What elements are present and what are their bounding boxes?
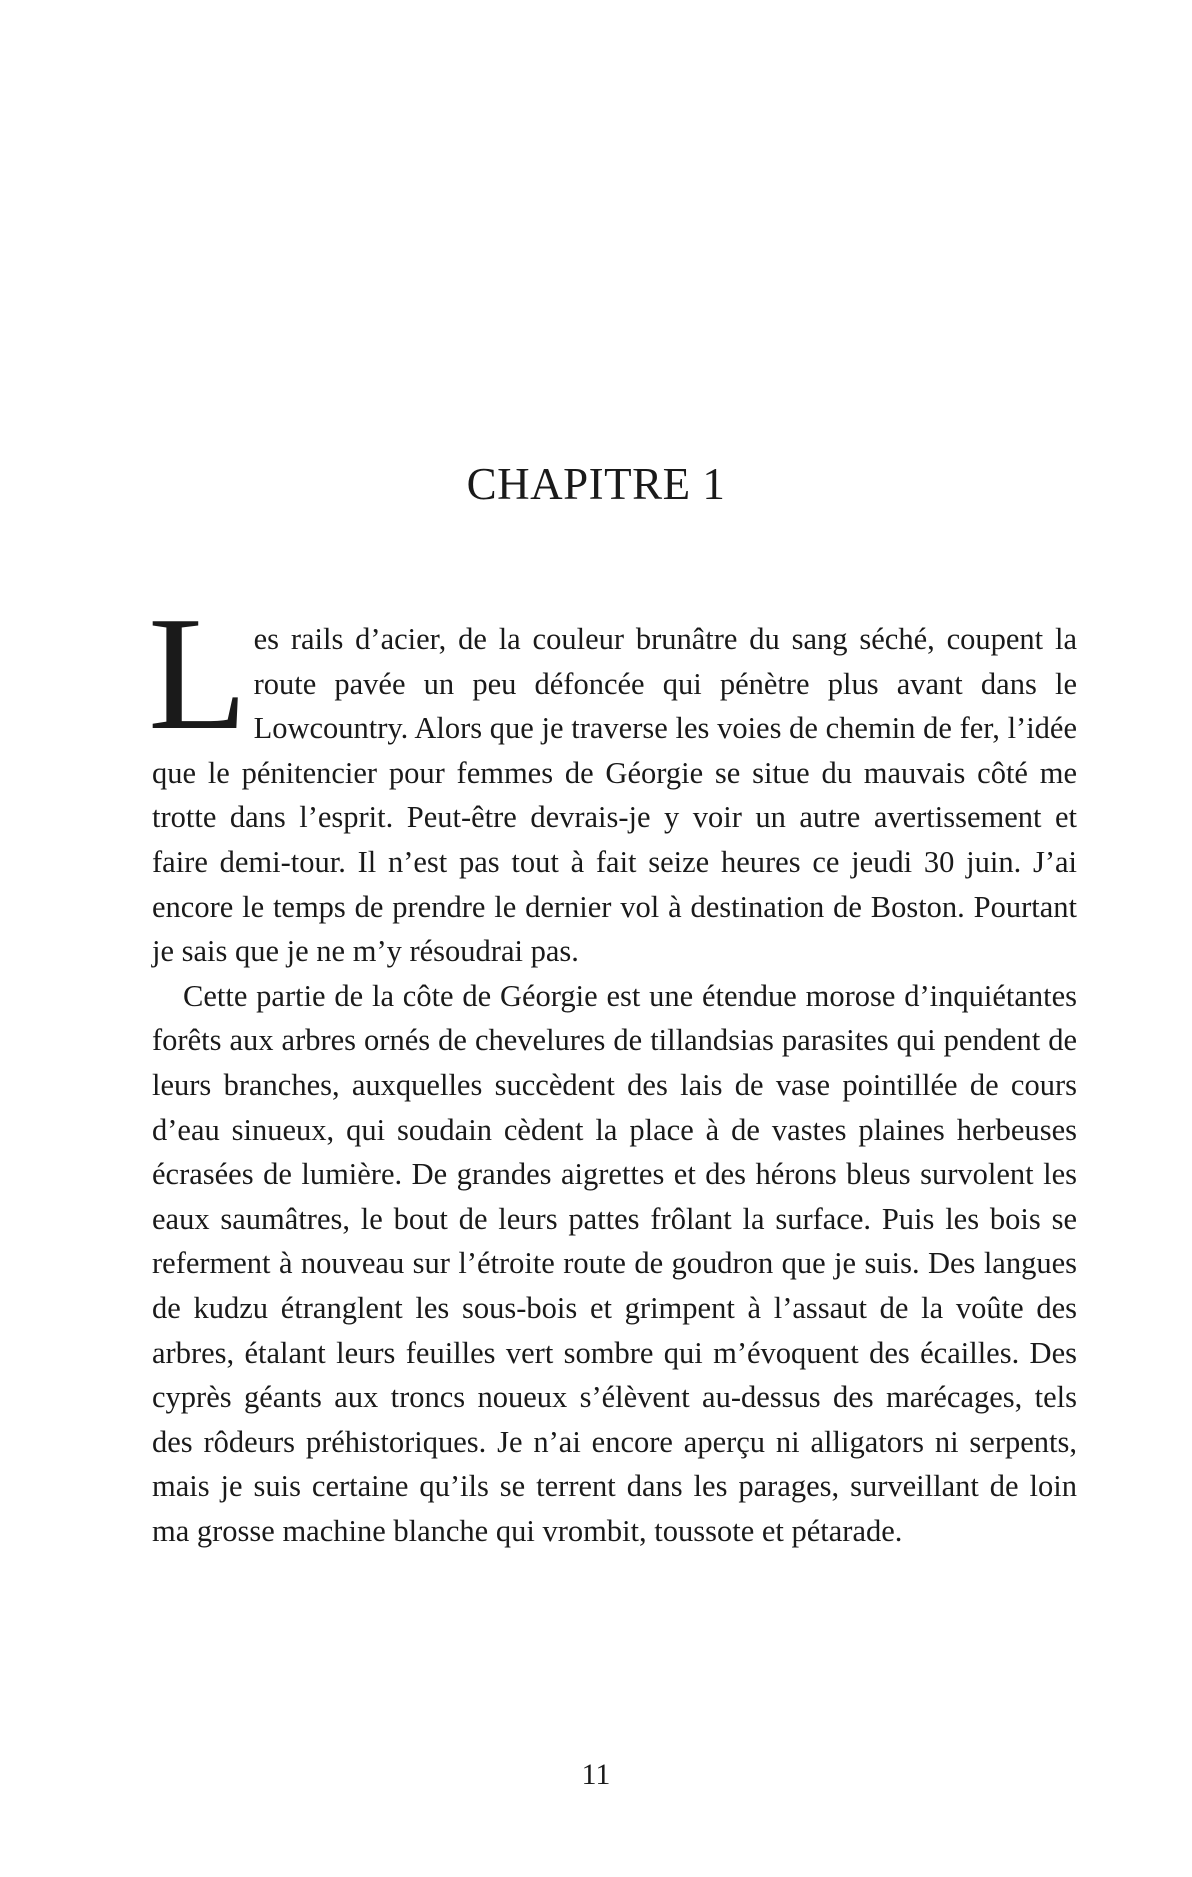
body-text xyxy=(148,584,1077,1553)
paragraph-1-text: es rails d’acier, de la couleur brunâtre du sang séché, coupent la route pavée un peu défoncée qui pénètre plus avant dans le Lowcountry. Alors que je traverse les voies de chemin de fer, l’idée que le pénitencier pour femmes de Géorgie se situe du mauvais côté me trotte dans l’esprit. Peut-être devrais-je y voir un autre avertissement et faire demi-tour. Il n’est pas tout à fait seize heures ce jeudi 30 juin. J’ai encore le temps de prendre le dernier vol à destination de Boston. Pourtant je sais que je ne m’y résoudrai pas. xyxy=(152,622,1077,969)
paragraph-2: Cette partie de la côte de Géorgie est une étendue morose d’inquiétantes forêts aux arbres ornés de chevelures de tillandsias parasites qui pendent de leurs branches, auxquelles succèdent des lais de vase pointillée de cours d’eau sinueux, qui soudain cèdent la place à de vastes plaines herbeuses écrasées de lumière. De grandes aigrettes et des hérons bleus survolent les eaux saumâtres, le bout de leurs pattes frôlant la surface. Puis les bois se referment à nouveau sur l’étroite route de goudron que je suis. Des langues de kudzu étranglent les sous-bois et grimpent à l’assaut de la voûte des arbres, étalant leurs feuilles vert sombre qui m’évoquent des écailles. Des cyprès géants aux troncs noueux s’élèvent au-dessus des marécages, tels des rôdeurs préhistoriques. Je n’ai encore aperçu ni alligators ni serpents, mais je suis certaine qu’ils se terrent dans les parages, surveillant de loin ma grosse machine blanche qui vrombit, toussote et pétarade. xyxy=(152,978,1077,1548)
drop-cap: L xyxy=(148,584,248,764)
paragraph-1 xyxy=(148,584,1077,974)
page-number: 11 xyxy=(581,1758,611,1791)
chapter-title: CHAPITRE 1 xyxy=(466,459,726,509)
